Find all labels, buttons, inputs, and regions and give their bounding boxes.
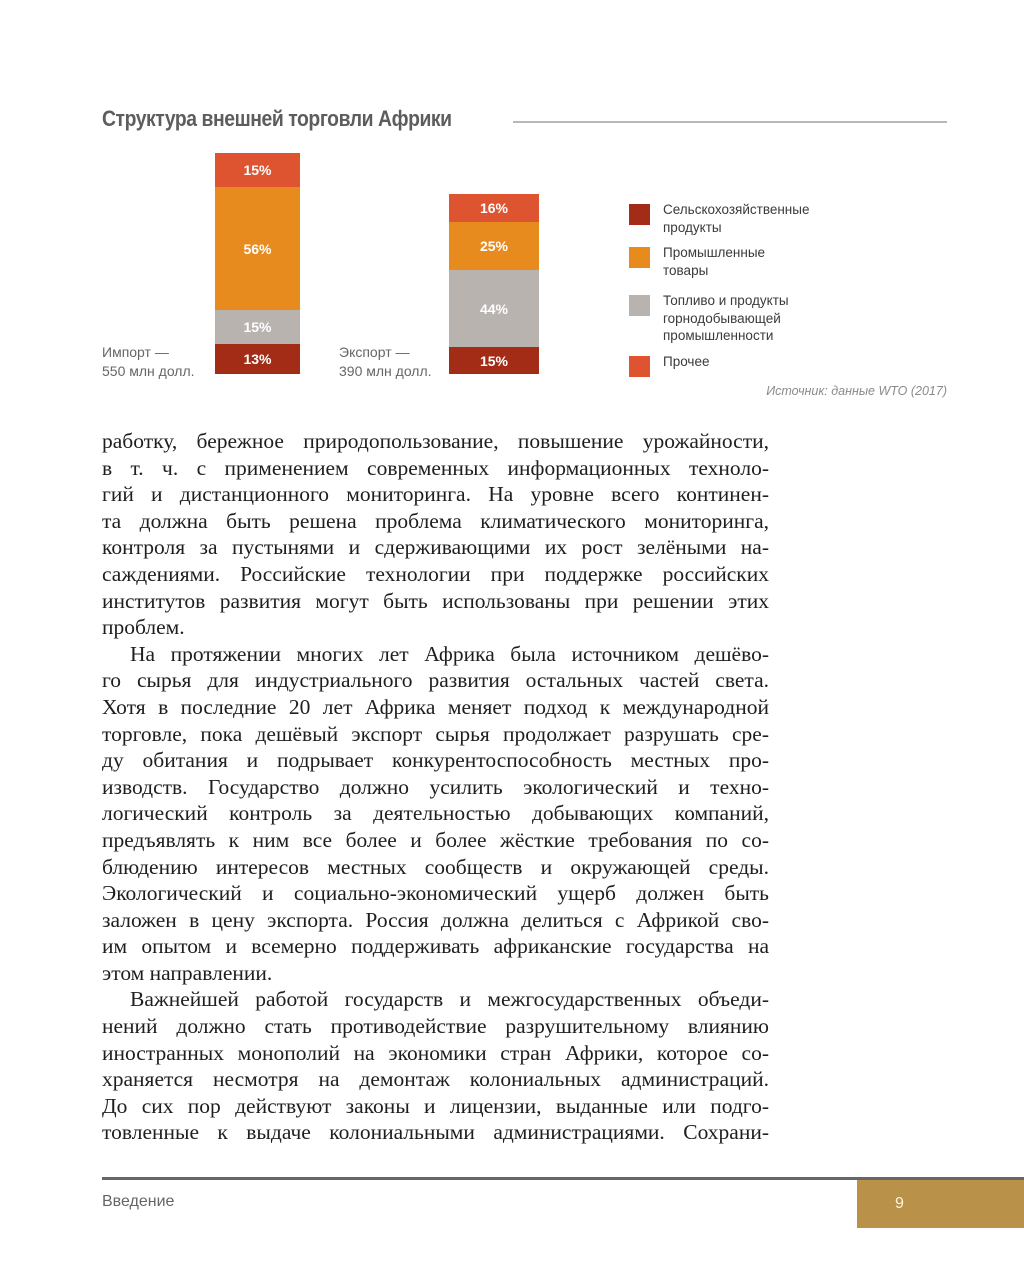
text-line: иностранных монополий на экономики стран Африки, которое со-	[102, 1040, 769, 1065]
text-line: саждениями. Российские технологии при поддержке российских	[102, 561, 769, 586]
page-number-badge	[857, 1180, 1024, 1228]
import-segment-other	[215, 153, 300, 187]
text-line: Экологический и социально-экономический ущерб должен быть	[102, 881, 769, 906]
text-line: проблем.	[102, 615, 185, 640]
text-line: Хотя в последние 20 лет Африка меняет подход к международной	[102, 694, 769, 719]
caption-line: 550 млн долл.	[102, 363, 195, 379]
caption-line: 390 млн долл.	[339, 363, 432, 379]
text-line: Важнейшей работой государств и межгосударственных объеди-	[130, 987, 769, 1012]
text-line: го сырья для индустриального развития остальных частей света.	[102, 668, 769, 693]
paragraph-3	[102, 986, 769, 1146]
chart-legend	[629, 201, 859, 370]
export-caption	[339, 343, 432, 381]
legend-label: продукты	[663, 219, 722, 235]
text-line: гий и дистанционного мониторинга. На уровне всего континен-	[102, 482, 769, 507]
legend-item-agricultural	[629, 201, 859, 236]
body-text	[102, 428, 769, 1146]
export-segment-manufactured	[449, 222, 539, 270]
export-bar	[449, 194, 539, 374]
paragraph-1	[102, 428, 769, 641]
legend-label: Промышленные	[663, 245, 766, 260]
legend-label: горнодобывающей	[663, 310, 781, 326]
segment-label: 13%	[243, 351, 272, 367]
legend-label: Прочее	[663, 353, 710, 369]
text-line: ду обитания и подрывает конкурентоспособность местных про-	[102, 748, 769, 773]
text-line: заложен в цену экспорта. Россия должна делиться с Африкой сво-	[102, 907, 769, 932]
text-line: предъявлять к ним все более и более жёсткие требования по со-	[102, 827, 769, 852]
legend-label: Топливо и продукты	[663, 293, 789, 308]
text-line: та должна быть решена проблема климатического мониторинга,	[102, 508, 769, 533]
import-segment-fuel-mining	[215, 310, 300, 344]
text-line: храняется несмотря на демонтаж колониальных администраций.	[102, 1067, 769, 1092]
legend-item-fuel-mining	[629, 292, 859, 345]
text-line: нений должно стать противодействие разрушительному влиянию	[102, 1014, 769, 1039]
legend-label: Сельскохозяйственные	[663, 202, 810, 217]
text-line: На протяжении многих лет Африка была источником дешёво-	[130, 641, 769, 666]
text-line: им опытом и всемерно поддерживать африканские государства на	[102, 934, 769, 959]
legend-swatch-icon	[629, 356, 650, 377]
text-line: блюдению интересов местных сообществ и окружающей среды.	[102, 854, 769, 879]
footer-section-title: Введение	[102, 1193, 175, 1210]
legend-item-manufactured	[629, 244, 859, 279]
caption-line: Импорт —	[102, 344, 169, 360]
import-segment-agricultural	[215, 344, 300, 374]
text-line: торговле, пока дешёвый экспорт сырья продолжает разрушать сре-	[102, 721, 769, 746]
export-segment-other	[449, 194, 539, 222]
legend-label: промышленности	[663, 328, 774, 343]
segment-label: 15%	[243, 162, 272, 178]
segment-label: 15%	[243, 319, 272, 335]
text-line: работку, бережное природопользование, повышение урожайности,	[102, 429, 769, 453]
import-caption	[102, 343, 195, 381]
text-line: контроля за пустынями и сдерживающими их рост зелёными на-	[102, 535, 769, 560]
import-bar	[215, 153, 300, 374]
export-segment-agricultural	[449, 347, 539, 374]
chart-source: Источник: данные WTO (2017)	[766, 384, 947, 398]
paragraph-2	[102, 641, 769, 987]
segment-label: 56%	[243, 240, 272, 257]
export-segment-fuel-mining	[449, 270, 539, 347]
text-line: в т. ч. с применением современных информационных техноло-	[102, 455, 769, 480]
legend-item-other	[629, 353, 859, 371]
text-line: изводств. Государство должно усилить экологический и техно-	[102, 774, 769, 799]
title-divider	[513, 121, 947, 123]
text-line: институтов развития могут быть использованы при решении этих	[102, 588, 769, 613]
segment-label: 15%	[479, 352, 509, 369]
segment-label: 44%	[479, 300, 509, 317]
segment-label: 16%	[479, 200, 509, 216]
chart-title: Структура внешней торговли Африки	[102, 106, 452, 131]
legend-swatch-icon	[629, 204, 650, 225]
page-number: 9	[895, 1195, 904, 1212]
legend-swatch-icon	[629, 247, 650, 268]
legend-swatch-icon	[629, 295, 650, 316]
text-line: логический контроль за деятельностью добывающих компаний,	[102, 801, 769, 826]
text-line: До сих пор действуют законы и лицензии, выданные или подго-	[102, 1093, 769, 1118]
legend-label: товары	[663, 262, 709, 278]
text-line: товленные к выдаче колониальными администрациями. Сохрани-	[102, 1120, 769, 1145]
caption-line: Экспорт —	[339, 344, 410, 360]
import-segment-manufactured	[215, 187, 300, 310]
text-line: этом направлении.	[102, 960, 273, 985]
segment-label: 25%	[479, 238, 509, 254]
